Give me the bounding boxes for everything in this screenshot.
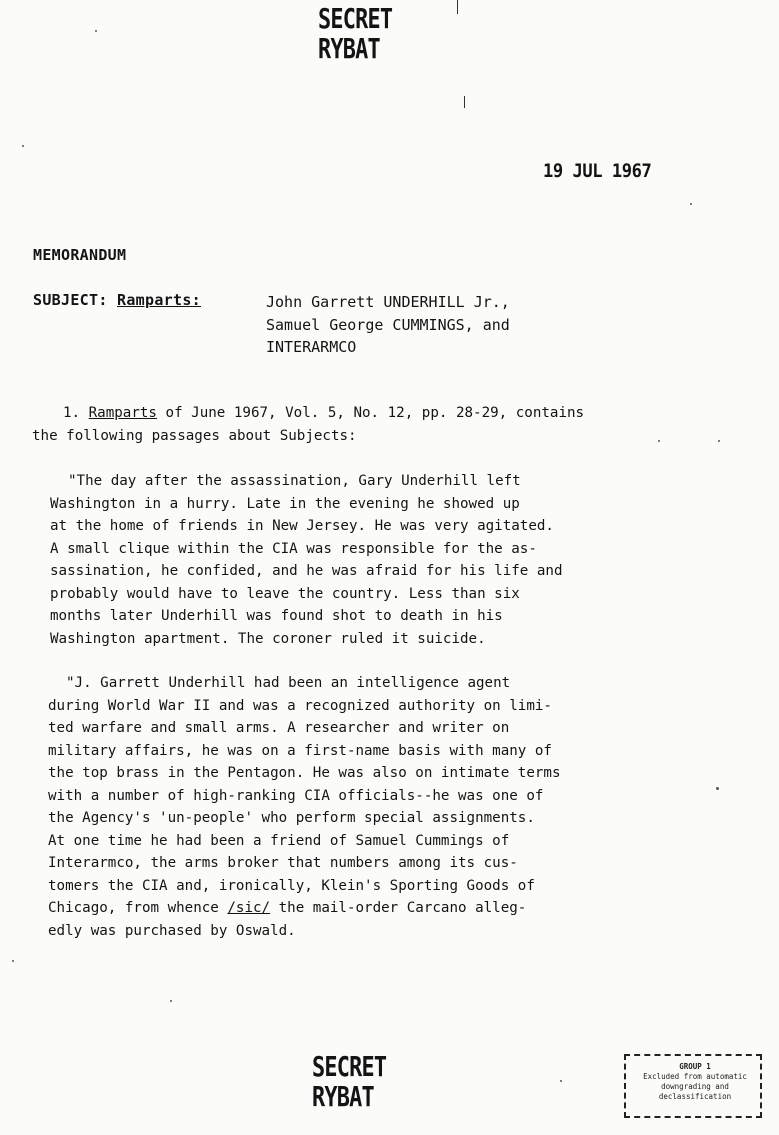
group-stamp-line: downgrading and — [661, 1082, 729, 1091]
quote-line: the Agency's 'un-people' who perform special assignments. — [48, 810, 535, 826]
quote-line: Washington apartment. The coroner ruled it suicide. — [50, 630, 486, 647]
quote-line: during World War II and was a recognized authority on limi- — [48, 697, 552, 714]
quote-line: ted warfare and small arms. A researcher and writer on — [48, 720, 510, 736]
quote-1 — [50, 470, 750, 650]
scan-speck — [690, 203, 692, 205]
quote-line: Washington in a hurry. Late in the evening he showed up — [50, 495, 520, 512]
quote-line: Interarmco, the arms broker that numbers among its cus- — [48, 855, 518, 871]
scan-speck — [560, 1080, 562, 1082]
date-stamp: 19 JUL 1967 — [543, 160, 652, 182]
stamp-line-rybat: RYBAT — [312, 1080, 374, 1113]
quote-text: the mail-order Carcano alleg- — [270, 900, 527, 916]
scan-speck — [718, 440, 720, 442]
quote-2 — [48, 672, 748, 942]
group-stamp-line: GROUP 1 — [679, 1062, 711, 1071]
scan-speck — [95, 30, 97, 32]
stamp-line-rybat: RYBAT — [318, 32, 380, 65]
scan-speck — [658, 440, 660, 442]
quote-line: sassination, he confided, and he was afraid for his life and — [50, 563, 563, 579]
memo-heading: MEMORANDUM — [33, 246, 127, 264]
subject-label-text: SUBJECT: — [33, 291, 108, 309]
subject-lines — [266, 291, 510, 359]
subject-line: Samuel George CUMMINGS, and — [266, 315, 510, 334]
quote-line: tomers the CIA and, ironically, Klein's Sporting Goods of — [48, 877, 535, 894]
scan-speck — [716, 787, 719, 790]
subject-publication: Ramparts: — [117, 291, 201, 309]
stamp-line-secret: SECRET — [318, 2, 393, 35]
paragraph-1-line — [32, 402, 732, 425]
quote-line: "J. Garrett Underhill had been an intelligence agent — [66, 675, 511, 691]
quote-line: months later Underhill was found shot to death in his — [50, 608, 503, 624]
quote-line: "The day after the assassination, Gary Underhill left — [68, 473, 521, 489]
paragraph-number: 1. — [63, 405, 81, 421]
quote-line: with a number of high-ranking CIA officials--he was one of — [48, 787, 544, 804]
secret-rybat-stamp-bottom — [312, 1052, 390, 1112]
sic-annotation: /sic/ — [227, 900, 271, 916]
quote-line — [48, 897, 748, 920]
quote-line: at the home of friends in New Jersey. He was very agitated. — [50, 518, 554, 534]
scan-speck — [12, 960, 14, 962]
scan-mark — [457, 0, 458, 14]
quote-line: At one time he had been a friend of Samuel Cummings of — [48, 832, 510, 849]
quote-line: A small clique within the CIA was responsible for the as- — [50, 540, 537, 557]
scan-mark — [464, 96, 465, 108]
scan-speck — [22, 145, 24, 147]
paragraph-publication: Ramparts — [88, 405, 157, 421]
quote-text: Chicago, from whence — [48, 900, 228, 916]
group-1-declassification-stamp — [624, 1054, 769, 1126]
subject-label — [33, 291, 201, 309]
scan-speck — [170, 1000, 172, 1002]
group-stamp-box — [624, 1054, 762, 1118]
paragraph-1-line: the following passages about Subjects: — [32, 427, 357, 444]
quote-line: edly was purchased by Oswald. — [48, 922, 296, 939]
paragraph-1 — [32, 402, 732, 447]
stamp-line-secret: SECRET — [312, 1050, 387, 1083]
quote-line: probably would have to leave the country. Less than six — [50, 585, 520, 602]
group-stamp-line: declassification — [658, 1092, 732, 1101]
group-stamp-line: Excluded from automatic — [643, 1072, 747, 1081]
subject-line: John Garrett UNDERHILL Jr., — [266, 293, 510, 311]
quote-line: military affairs, he was on a first-name basis with many of — [48, 742, 552, 759]
secret-rybat-stamp-top — [318, 2, 393, 65]
quote-line: the top brass in the Pentagon. He was also on intimate terms — [48, 765, 561, 781]
paragraph-1-text: of June 1967, Vol. 5, No. 12, pp. 28-29, contains — [165, 405, 585, 421]
subject-line: INTERARMCO — [266, 338, 357, 356]
